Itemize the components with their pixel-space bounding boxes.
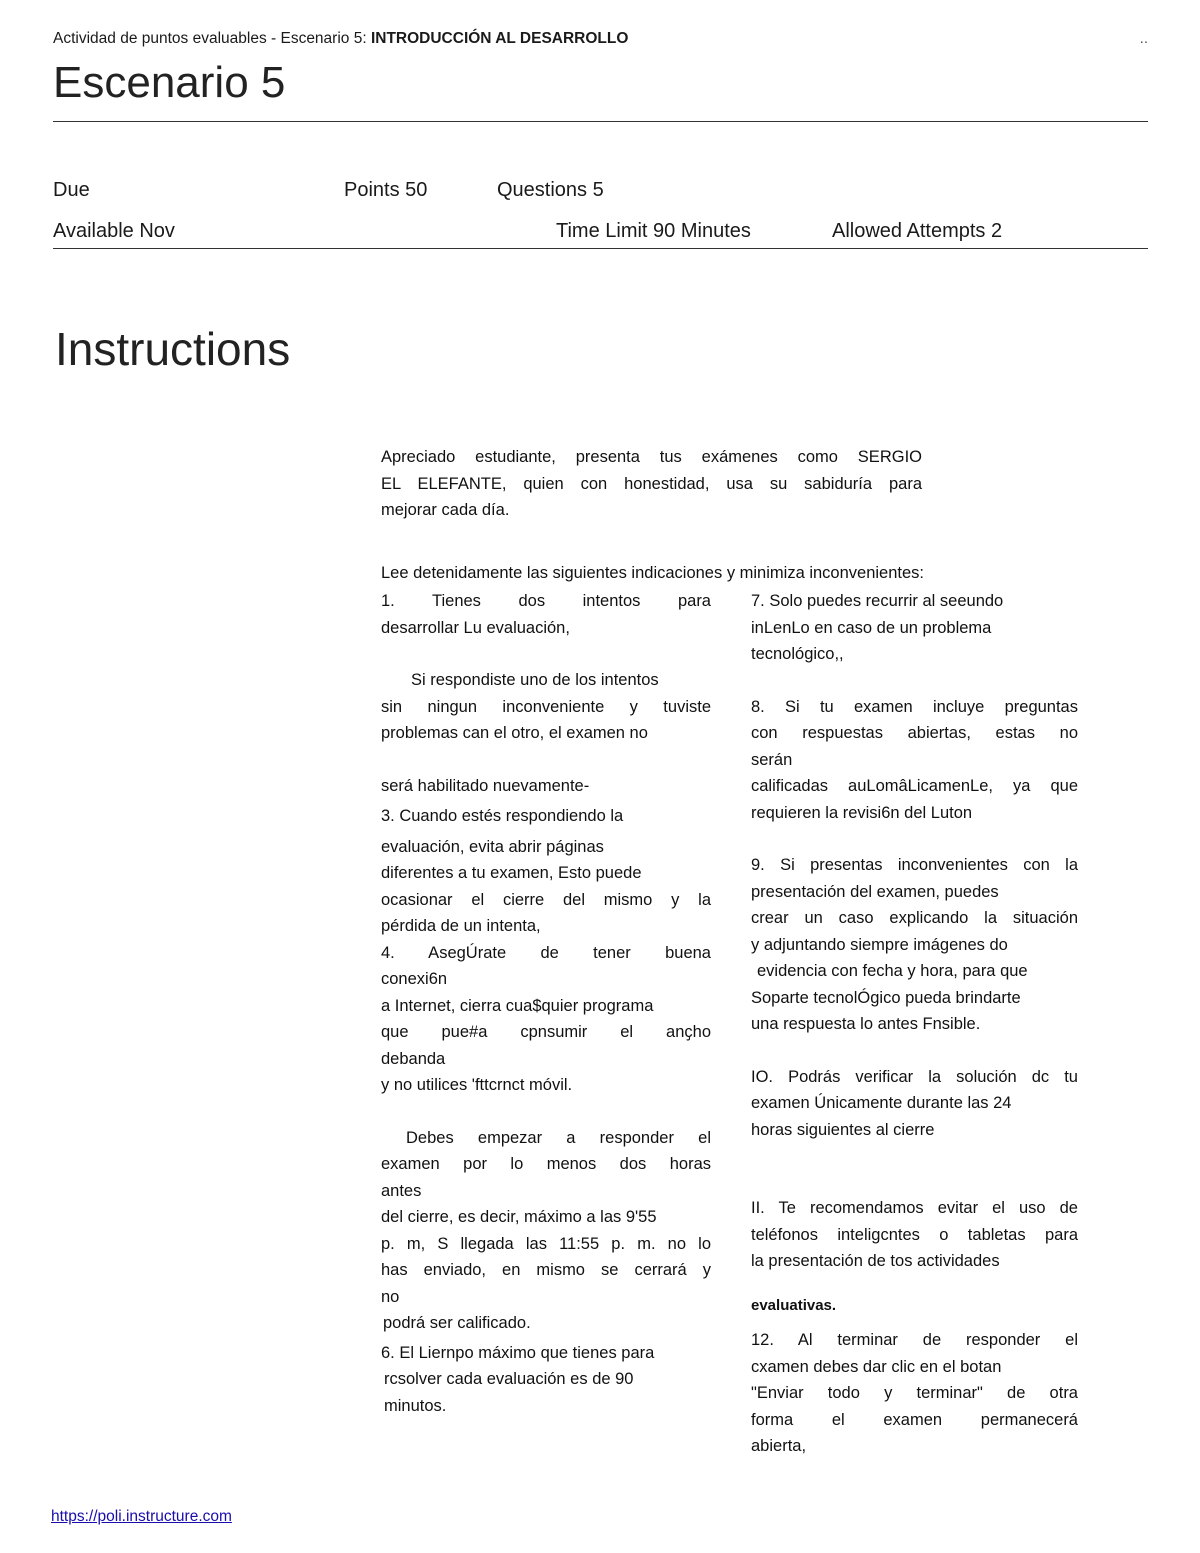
questions-label: Questions 5 [497,179,604,201]
instruction-line: la presentación de tos actividades [751,1252,1000,1270]
meta-divider [53,248,1148,249]
intro-line: Apreciado estudiante, presenta tus exámenes como SERGIO [381,448,922,466]
instructions-right-column [751,588,1078,1460]
instruction-line: será habilitado nuevamente- [381,776,590,795]
instruction-line: 1. Tienes dos intentos para [381,592,711,610]
instruction-line: evidencia con fecha y hora, para que [757,962,1028,980]
instruction-line: a Internet, cierra cua$quier programa [381,996,654,1015]
points-label: Points 50 [344,179,428,201]
instruction-line: antes [381,1181,422,1200]
intro-paragraph [381,444,922,524]
attempts-label: Allowed Attempts 2 [832,220,1003,242]
instruction-line: forma el examen permanecerá [751,1410,1078,1429]
instruction-line: sin ningun inconveniente y tuviste [381,697,711,716]
instruction-line: 9. Si presentas inconvenientes con la [751,856,1078,874]
instruction-line: crear un caso explicando la situación [751,909,1078,927]
due-label: Due [53,179,90,201]
instruction-line: abierta, [751,1437,807,1455]
instruction-line: p. m, S llegada las 11:55 p. m. no lo [381,1234,711,1253]
intro-instruction: Lee detenidamente las siguientes indicaciones y minimiza inconvenientes: [381,564,924,582]
page-title: Escenario 5 [53,58,286,107]
instruction-line: horas siguientes al cierre [751,1120,935,1139]
instruction-line: una respuesta lo antes Fnsible. [751,1015,981,1033]
instruction-line: y no utilices 'fttcrnct móvil. [381,1076,573,1094]
instruction-line: "Enviar todo y terminar" de otra [751,1384,1078,1402]
instruction-line: 7. Solo puedes recurrir al seeundo [751,592,1004,610]
title-divider [53,121,1148,122]
instruction-line: 12. Al terminar de responder el [751,1331,1078,1349]
instruction-line: inLenLo en caso de un problema [751,618,992,637]
time-limit-label: Time Limit 90 Minutes [556,220,751,242]
instruction-line: del cierre, es decir, máximo a las 9'55 [381,1208,657,1226]
instruction-line: no [381,1287,400,1306]
instruction-line: examen Únicamente durante las 24 [751,1094,1012,1112]
more-indicator: .. [1139,30,1148,47]
instruction-line: con respuestas abiertas, estas no [751,724,1078,742]
instruction-line: evaluación, evita abrir páginas [381,837,604,856]
footer-url-link[interactable]: https://poli.instructure.com [51,1508,232,1525]
instruction-line: IO. Podrás verificar la solución dc tu [751,1067,1078,1086]
instruction-line: teléfonos inteligcntes o tabletas para [751,1225,1078,1244]
instruction-line: requieren la revisi6n del Luton [751,803,973,822]
instructions-heading: Instructions [55,323,291,375]
instruction-line: y adjuntando siempre imágenes do [751,935,1008,954]
instruction-line: has enviado, en mismo se cerrará y [381,1261,711,1279]
instruction-line: pérdida de un intenta, [381,917,541,935]
instructions-left-column [381,588,711,1419]
instruction-line: serán [751,750,793,769]
instruction-line: calificadas auLomâLicamenLe, ya que [751,777,1078,795]
instruction-line: 4. AsegÚrate de tener buena [381,943,711,962]
instruction-line: cxamen debes dar clic en el botan [751,1357,1002,1376]
instruction-line: desarrollar Lu evaluación, [381,618,570,637]
instruction-line: tecnológico,, [751,645,844,663]
instruction-line: 3. Cuando estés respondiendo la [381,807,624,825]
breadcrumb [53,30,628,48]
instruction-line: evaluativas. [751,1296,837,1314]
intro-line: EL ELEFANTE, quien con honestidad, usa su sabiduría para [381,474,922,493]
instruction-line: debanda [381,1049,446,1068]
instruction-line: rcsolver cada evaluación es de 90 [384,1370,634,1388]
instruction-line: ocasionar el cierre del mismo y la [381,890,711,909]
available-label: Available Nov [53,220,175,242]
breadcrumb-prefix: Actividad de puntos evaluables - Escenario 5: [53,30,371,47]
instruction-line: 6. El Liernpo máximo que tienes para [381,1343,655,1362]
instruction-line: Debes empezar a responder el [406,1128,711,1147]
instruction-line: que pue#a cpnsumir el anҫho [381,1023,711,1041]
instruction-line: II. Te recomendamos evitar el uso de [751,1199,1078,1217]
instruction-line: examen por lo menos dos horas [381,1155,711,1173]
instruction-line: 8. Si tu examen incluye preguntas [751,697,1078,716]
instruction-line: problemas can el otro, el examen no [381,724,648,742]
instruction-line: conexi6n [381,970,448,988]
instruction-line: minutos. [384,1396,447,1415]
instruction-line: Si respondiste uno de los intentos [411,671,659,689]
instruction-line: diferentes a tu examen, Esto puede [381,864,642,882]
intro-line: mejorar cada día. [381,501,510,519]
instruction-line: Soparte tecnolÓgico pueda brindarte [751,988,1021,1007]
course-name: INTRODUCCIÓN AL DESARROLLO [370,30,629,47]
instruction-line: podrá ser calificado. [383,1314,531,1332]
instruction-line: presentación del examen, puedes [751,882,999,901]
